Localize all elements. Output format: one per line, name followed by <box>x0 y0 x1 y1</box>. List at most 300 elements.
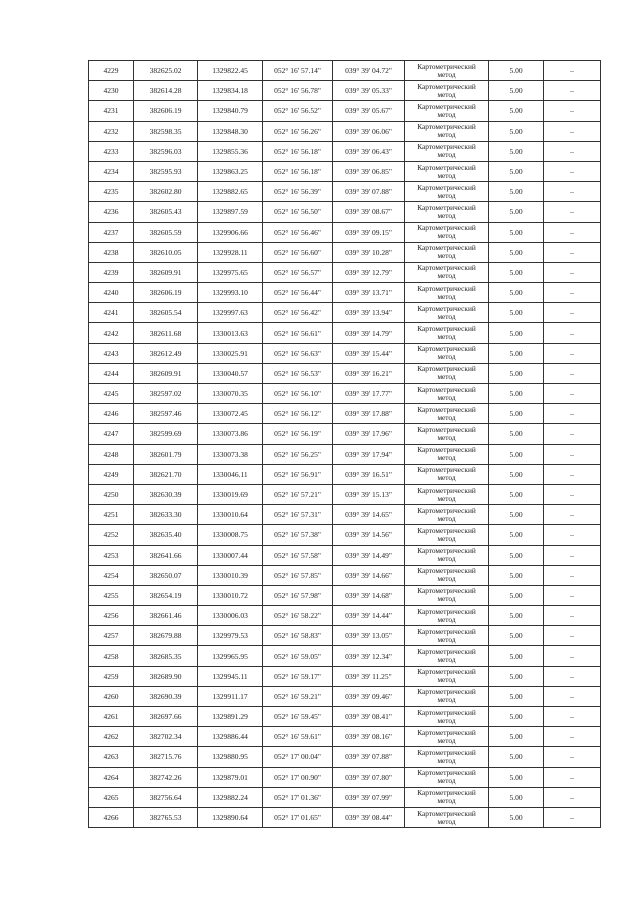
y-coordinate-cell: 1330019.69 <box>198 484 263 504</box>
point-number-cell: 4262 <box>89 727 134 747</box>
point-number-cell: 4263 <box>89 747 134 767</box>
accuracy-cell: 5.00 <box>489 101 544 121</box>
y-coordinate-cell: 1329834.18 <box>198 81 263 101</box>
method-line1: Картометрический <box>417 465 476 475</box>
method-cell <box>405 141 489 161</box>
note-cell: – <box>544 666 601 686</box>
latitude-cell: 052° 16' 56.63" <box>263 343 333 363</box>
table-row <box>89 182 601 202</box>
method-cell <box>405 262 489 282</box>
y-coordinate-cell: 1329882.24 <box>198 787 263 807</box>
table-row <box>89 141 601 161</box>
method-cell <box>405 464 489 484</box>
method-cell <box>405 484 489 504</box>
table-row <box>89 484 601 504</box>
y-coordinate-cell: 1329897.59 <box>198 202 263 222</box>
method-line1: Картометрический <box>417 142 476 152</box>
method-line1: Картометрический <box>417 768 476 778</box>
method-cell <box>405 161 489 181</box>
note-cell: – <box>544 161 601 181</box>
y-coordinate-cell: 1330073.86 <box>198 424 263 444</box>
longitude-cell: 039° 39' 07.88" <box>333 747 405 767</box>
longitude-cell: 039° 39' 09.15" <box>333 222 405 242</box>
method-cell <box>405 787 489 807</box>
point-number-cell: 4229 <box>89 61 134 81</box>
method-line2: метод <box>437 352 456 362</box>
point-number-cell: 4231 <box>89 101 134 121</box>
accuracy-cell: 5.00 <box>489 141 544 161</box>
x-coordinate-cell: 382765.53 <box>134 807 198 827</box>
longitude-cell: 039° 39' 14.56" <box>333 525 405 545</box>
accuracy-cell: 5.00 <box>489 464 544 484</box>
y-coordinate-cell: 1329890.64 <box>198 807 263 827</box>
method-line2: метод <box>437 231 456 241</box>
y-coordinate-cell: 1330073.38 <box>198 444 263 464</box>
y-coordinate-cell: 1329979.53 <box>198 626 263 646</box>
x-coordinate-cell: 382611.68 <box>134 323 198 343</box>
longitude-cell: 039° 39' 08.41" <box>333 707 405 727</box>
method-cell <box>405 747 489 767</box>
x-coordinate-cell: 382595.93 <box>134 161 198 181</box>
longitude-cell: 039° 39' 04.72" <box>333 61 405 81</box>
latitude-cell: 052° 16' 59.17" <box>263 666 333 686</box>
x-coordinate-cell: 382742.26 <box>134 767 198 787</box>
table-row <box>89 505 601 525</box>
method-cell <box>405 303 489 323</box>
note-cell: – <box>544 707 601 727</box>
y-coordinate-cell: 1330008.75 <box>198 525 263 545</box>
method-line2: метод <box>437 695 456 705</box>
x-coordinate-cell: 382597.46 <box>134 404 198 424</box>
point-number-cell: 4256 <box>89 606 134 626</box>
method-line1: Картометрический <box>417 485 476 495</box>
method-line1: Картометрический <box>417 122 476 132</box>
table-row <box>89 707 601 727</box>
accuracy-cell: 5.00 <box>489 686 544 706</box>
point-number-cell: 4265 <box>89 787 134 807</box>
point-number-cell: 4254 <box>89 565 134 585</box>
point-number-cell: 4266 <box>89 807 134 827</box>
x-coordinate-cell: 382690.39 <box>134 686 198 706</box>
y-coordinate-cell: 1329882.65 <box>198 182 263 202</box>
x-coordinate-cell: 382641.66 <box>134 545 198 565</box>
point-number-cell: 4245 <box>89 384 134 404</box>
accuracy-cell: 5.00 <box>489 202 544 222</box>
point-number-cell: 4258 <box>89 646 134 666</box>
longitude-cell: 039° 39' 16.51" <box>333 464 405 484</box>
method-cell <box>405 686 489 706</box>
method-cell <box>405 807 489 827</box>
method-cell <box>405 606 489 626</box>
note-cell: – <box>544 787 601 807</box>
accuracy-cell: 5.00 <box>489 61 544 81</box>
method-line2: метод <box>437 655 456 665</box>
method-cell <box>405 646 489 666</box>
method-line1: Картометрический <box>417 424 476 434</box>
note-cell: – <box>544 242 601 262</box>
y-coordinate-cell: 1330010.39 <box>198 565 263 585</box>
method-line1: Картометрический <box>417 505 476 515</box>
note-cell: – <box>544 727 601 747</box>
table-row <box>89 343 601 363</box>
table-row <box>89 242 601 262</box>
accuracy-cell: 5.00 <box>489 585 544 605</box>
method-line2: метод <box>437 190 456 200</box>
longitude-cell: 039° 39' 07.88" <box>333 182 405 202</box>
y-coordinate-cell: 1329848.30 <box>198 121 263 141</box>
table-row <box>89 222 601 242</box>
x-coordinate-cell: 382598.35 <box>134 121 198 141</box>
point-number-cell: 4241 <box>89 303 134 323</box>
longitude-cell: 039° 39' 14.44" <box>333 606 405 626</box>
y-coordinate-cell: 1329840.79 <box>198 101 263 121</box>
table-row <box>89 807 601 827</box>
method-line2: метод <box>437 392 456 402</box>
latitude-cell: 052° 16' 59.61" <box>263 727 333 747</box>
accuracy-cell: 5.00 <box>489 666 544 686</box>
method-cell <box>405 707 489 727</box>
accuracy-cell: 5.00 <box>489 424 544 444</box>
longitude-cell: 039° 39' 17.94" <box>333 444 405 464</box>
longitude-cell: 039° 39' 17.77" <box>333 384 405 404</box>
method-line2: метод <box>437 513 456 523</box>
method-line1: Картометрический <box>417 303 476 313</box>
table-row <box>89 646 601 666</box>
note-cell: – <box>544 424 601 444</box>
x-coordinate-cell: 382756.64 <box>134 787 198 807</box>
note-cell: – <box>544 101 601 121</box>
longitude-cell: 039° 39' 14.49" <box>333 545 405 565</box>
method-cell <box>405 767 489 787</box>
point-number-cell: 4237 <box>89 222 134 242</box>
point-number-cell: 4253 <box>89 545 134 565</box>
table-row <box>89 121 601 141</box>
note-cell: – <box>544 545 601 565</box>
table-row <box>89 101 601 121</box>
method-line1: Картометрический <box>417 727 476 737</box>
method-cell <box>405 666 489 686</box>
x-coordinate-cell: 382606.19 <box>134 283 198 303</box>
table-row <box>89 666 601 686</box>
point-number-cell: 4246 <box>89 404 134 424</box>
method-line2: метод <box>437 271 456 281</box>
table-row <box>89 464 601 484</box>
method-cell <box>405 323 489 343</box>
note-cell: – <box>544 525 601 545</box>
note-cell: – <box>544 182 601 202</box>
table-row <box>89 202 601 222</box>
table-row <box>89 747 601 767</box>
coordinates-table-body <box>89 61 601 828</box>
y-coordinate-cell: 1329879.01 <box>198 767 263 787</box>
latitude-cell: 052° 17' 00.04" <box>263 747 333 767</box>
method-cell <box>405 565 489 585</box>
method-line1: Картометрический <box>417 324 476 334</box>
point-number-cell: 4259 <box>89 666 134 686</box>
method-line1: Картометрический <box>417 223 476 233</box>
point-number-cell: 4248 <box>89 444 134 464</box>
x-coordinate-cell: 382715.76 <box>134 747 198 767</box>
latitude-cell: 052° 16' 58.83" <box>263 626 333 646</box>
latitude-cell: 052° 16' 57.58" <box>263 545 333 565</box>
point-number-cell: 4247 <box>89 424 134 444</box>
method-line1: Картометрический <box>417 626 476 636</box>
method-line1: Картометрический <box>417 61 476 71</box>
y-coordinate-cell: 1329906.66 <box>198 222 263 242</box>
accuracy-cell: 5.00 <box>489 343 544 363</box>
method-line2: метод <box>437 372 456 382</box>
method-line1: Картометрический <box>417 586 476 596</box>
note-cell: – <box>544 464 601 484</box>
x-coordinate-cell: 382702.34 <box>134 727 198 747</box>
y-coordinate-cell: 1329997.63 <box>198 303 263 323</box>
accuracy-cell: 5.00 <box>489 807 544 827</box>
method-cell <box>405 404 489 424</box>
method-line2: метод <box>437 473 456 483</box>
method-line1: Картометрический <box>417 404 476 414</box>
latitude-cell: 052° 16' 56.91" <box>263 464 333 484</box>
method-line1: Картометрический <box>417 707 476 717</box>
method-line2: метод <box>437 574 456 584</box>
accuracy-cell: 5.00 <box>489 222 544 242</box>
point-number-cell: 4244 <box>89 363 134 383</box>
point-number-cell: 4239 <box>89 262 134 282</box>
y-coordinate-cell: 1330070.35 <box>198 384 263 404</box>
method-cell <box>405 343 489 363</box>
point-number-cell: 4264 <box>89 767 134 787</box>
method-cell <box>405 505 489 525</box>
table-row <box>89 363 601 383</box>
method-line1: Картометрический <box>417 243 476 253</box>
y-coordinate-cell: 1330025.91 <box>198 343 263 363</box>
note-cell: – <box>544 484 601 504</box>
y-coordinate-cell: 1329928.11 <box>198 242 263 262</box>
method-line2: метод <box>437 493 456 503</box>
method-line1: Картометрический <box>417 384 476 394</box>
longitude-cell: 039° 39' 06.85" <box>333 161 405 181</box>
method-line2: метод <box>437 816 456 826</box>
longitude-cell: 039° 39' 17.88" <box>333 404 405 424</box>
x-coordinate-cell: 382633.30 <box>134 505 198 525</box>
x-coordinate-cell: 382679.88 <box>134 626 198 646</box>
latitude-cell: 052° 16' 56.50" <box>263 202 333 222</box>
table-row <box>89 686 601 706</box>
method-cell <box>405 81 489 101</box>
table-row <box>89 444 601 464</box>
note-cell: – <box>544 747 601 767</box>
table-row <box>89 283 601 303</box>
longitude-cell: 039° 39' 11.25" <box>333 666 405 686</box>
method-line2: метод <box>437 715 456 725</box>
accuracy-cell: 5.00 <box>489 242 544 262</box>
x-coordinate-cell: 382609.91 <box>134 363 198 383</box>
point-number-cell: 4234 <box>89 161 134 181</box>
longitude-cell: 039° 39' 13.05" <box>333 626 405 646</box>
y-coordinate-cell: 1329863.25 <box>198 161 263 181</box>
note-cell: – <box>544 343 601 363</box>
point-number-cell: 4252 <box>89 525 134 545</box>
method-cell <box>405 182 489 202</box>
latitude-cell: 052° 16' 57.98" <box>263 585 333 605</box>
y-coordinate-cell: 1329993.10 <box>198 283 263 303</box>
x-coordinate-cell: 382605.59 <box>134 222 198 242</box>
longitude-cell: 039° 39' 06.43" <box>333 141 405 161</box>
table-row <box>89 545 601 565</box>
latitude-cell: 052° 16' 56.25" <box>263 444 333 464</box>
point-number-cell: 4238 <box>89 242 134 262</box>
method-line1: Картометрический <box>417 788 476 798</box>
x-coordinate-cell: 382635.40 <box>134 525 198 545</box>
method-line2: метод <box>437 412 456 422</box>
latitude-cell: 052° 16' 56.42" <box>263 303 333 323</box>
accuracy-cell: 5.00 <box>489 505 544 525</box>
longitude-cell: 039° 39' 14.68" <box>333 585 405 605</box>
method-cell <box>405 121 489 141</box>
accuracy-cell: 5.00 <box>489 525 544 545</box>
accuracy-cell: 5.00 <box>489 121 544 141</box>
x-coordinate-cell: 382605.43 <box>134 202 198 222</box>
x-coordinate-cell: 382609.91 <box>134 262 198 282</box>
note-cell: – <box>544 323 601 343</box>
longitude-cell: 039° 39' 12.34" <box>333 646 405 666</box>
accuracy-cell: 5.00 <box>489 384 544 404</box>
method-line2: метод <box>437 735 456 745</box>
latitude-cell: 052° 16' 56.39" <box>263 182 333 202</box>
x-coordinate-cell: 382605.54 <box>134 303 198 323</box>
table-row <box>89 767 601 787</box>
method-line1: Картометрический <box>417 364 476 374</box>
y-coordinate-cell: 1329945.11 <box>198 666 263 686</box>
point-number-cell: 4235 <box>89 182 134 202</box>
method-line1: Картометрический <box>417 566 476 576</box>
table-row <box>89 606 601 626</box>
point-number-cell: 4257 <box>89 626 134 646</box>
point-number-cell: 4249 <box>89 464 134 484</box>
accuracy-cell: 5.00 <box>489 182 544 202</box>
latitude-cell: 052° 16' 59.05" <box>263 646 333 666</box>
x-coordinate-cell: 382596.03 <box>134 141 198 161</box>
x-coordinate-cell: 382612.49 <box>134 343 198 363</box>
x-coordinate-cell: 382625.02 <box>134 61 198 81</box>
longitude-cell: 039° 39' 07.99" <box>333 787 405 807</box>
table-row <box>89 323 601 343</box>
y-coordinate-cell: 1329822.45 <box>198 61 263 81</box>
note-cell: – <box>544 565 601 585</box>
method-cell <box>405 444 489 464</box>
method-line2: метод <box>437 432 456 442</box>
accuracy-cell: 5.00 <box>489 262 544 282</box>
accuracy-cell: 5.00 <box>489 484 544 504</box>
longitude-cell: 039° 39' 09.46" <box>333 686 405 706</box>
latitude-cell: 052° 16' 59.45" <box>263 707 333 727</box>
latitude-cell: 052° 16' 57.21" <box>263 484 333 504</box>
point-number-cell: 4236 <box>89 202 134 222</box>
table-row <box>89 626 601 646</box>
accuracy-cell: 5.00 <box>489 767 544 787</box>
x-coordinate-cell: 382597.02 <box>134 384 198 404</box>
table-row <box>89 303 601 323</box>
point-number-cell: 4250 <box>89 484 134 504</box>
method-line1: Картометрический <box>417 202 476 212</box>
method-cell <box>405 525 489 545</box>
y-coordinate-cell: 1329911.17 <box>198 686 263 706</box>
method-line2: метод <box>437 533 456 543</box>
longitude-cell: 039° 39' 08.16" <box>333 727 405 747</box>
note-cell: – <box>544 606 601 626</box>
table-row <box>89 727 601 747</box>
latitude-cell: 052° 16' 56.60" <box>263 242 333 262</box>
method-cell <box>405 222 489 242</box>
note-cell: – <box>544 646 601 666</box>
method-line2: метод <box>437 332 456 342</box>
table-row <box>89 161 601 181</box>
accuracy-cell: 5.00 <box>489 404 544 424</box>
accuracy-cell: 5.00 <box>489 283 544 303</box>
accuracy-cell: 5.00 <box>489 363 544 383</box>
y-coordinate-cell: 1329975.65 <box>198 262 263 282</box>
method-line1: Картометрический <box>417 525 476 535</box>
method-cell <box>405 202 489 222</box>
latitude-cell: 052° 16' 56.26" <box>263 121 333 141</box>
accuracy-cell: 5.00 <box>489 81 544 101</box>
longitude-cell: 039° 39' 08.67" <box>333 202 405 222</box>
method-line2: метод <box>437 796 456 806</box>
y-coordinate-cell: 1329965.95 <box>198 646 263 666</box>
x-coordinate-cell: 382630.39 <box>134 484 198 504</box>
point-number-cell: 4232 <box>89 121 134 141</box>
latitude-cell: 052° 17' 01.65" <box>263 807 333 827</box>
latitude-cell: 052° 16' 58.22" <box>263 606 333 626</box>
note-cell: – <box>544 444 601 464</box>
x-coordinate-cell: 382621.70 <box>134 464 198 484</box>
latitude-cell: 052° 16' 56.19" <box>263 424 333 444</box>
method-line1: Картометрический <box>417 344 476 354</box>
accuracy-cell: 5.00 <box>489 727 544 747</box>
point-number-cell: 4251 <box>89 505 134 525</box>
accuracy-cell: 5.00 <box>489 747 544 767</box>
method-line1: Картометрический <box>417 81 476 91</box>
accuracy-cell: 5.00 <box>489 303 544 323</box>
method-cell <box>405 384 489 404</box>
latitude-cell: 052° 16' 57.38" <box>263 525 333 545</box>
method-cell <box>405 545 489 565</box>
method-line2: метод <box>437 554 456 564</box>
method-cell <box>405 363 489 383</box>
table-row <box>89 525 601 545</box>
method-line2: метод <box>437 614 456 624</box>
y-coordinate-cell: 1330006.03 <box>198 606 263 626</box>
note-cell: – <box>544 505 601 525</box>
method-line1: Картометрический <box>417 546 476 556</box>
longitude-cell: 039° 39' 16.21" <box>333 363 405 383</box>
table-row <box>89 404 601 424</box>
latitude-cell: 052° 16' 57.85" <box>263 565 333 585</box>
table-row <box>89 585 601 605</box>
table-row <box>89 787 601 807</box>
x-coordinate-cell: 382599.69 <box>134 424 198 444</box>
latitude-cell: 052° 16' 57.14" <box>263 61 333 81</box>
method-cell <box>405 61 489 81</box>
latitude-cell: 052° 16' 56.53" <box>263 363 333 383</box>
point-number-cell: 4230 <box>89 81 134 101</box>
latitude-cell: 052° 16' 59.21" <box>263 686 333 706</box>
note-cell: – <box>544 81 601 101</box>
latitude-cell: 052° 17' 00.90" <box>263 767 333 787</box>
y-coordinate-cell: 1330010.72 <box>198 585 263 605</box>
latitude-cell: 052° 16' 56.18" <box>263 141 333 161</box>
method-cell <box>405 626 489 646</box>
point-number-cell: 4260 <box>89 686 134 706</box>
